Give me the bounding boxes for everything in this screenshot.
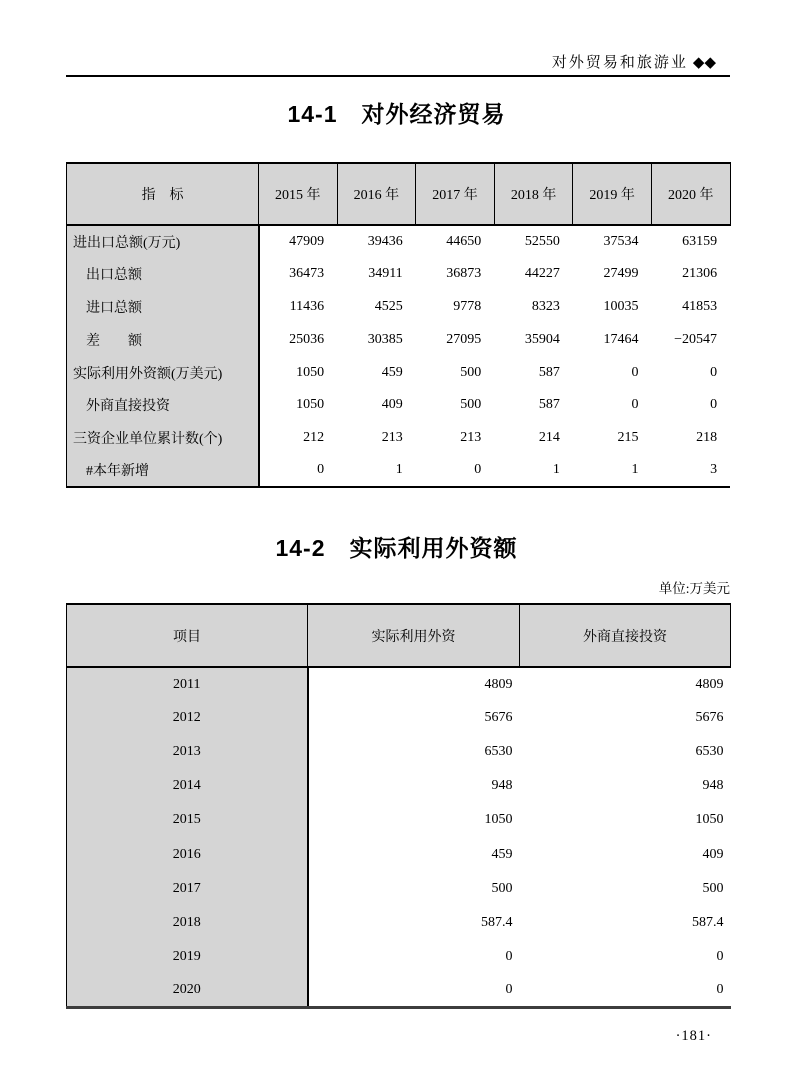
table1-body [67,225,731,487]
table-row [67,667,731,701]
cell-value: 500 [702,880,724,896]
unit-note: 单位:万美元 [658,581,730,596]
cell-value: 0 [716,982,724,998]
cell-value: 587.4 [692,914,724,930]
table-row [67,837,731,871]
section-title: 对外贸易和旅游业 [551,54,688,71]
cell-value: 1 [552,462,560,478]
cell-value: 1 [631,462,639,478]
table2-column-header: 实际利用外资 [308,604,520,667]
cell-value: 6530 [695,744,724,760]
cell-value: 52550 [524,233,560,249]
header-rule [66,75,730,77]
cell-value: 214 [538,430,560,446]
table2-title: 14-2 实际利用外资额 [275,535,518,561]
table2-header-row [67,604,731,667]
table-row [67,906,731,940]
cell-value: 500 [491,880,513,896]
cell-value: 0 [505,948,513,964]
table-row [67,291,731,324]
cell-value: 11436 [289,298,325,314]
cell-value: 6530 [484,744,513,760]
cell-value: 36873 [446,266,482,282]
cell-value: 459 [491,846,513,862]
cell-value: 0 [317,462,325,478]
table-14-2 [66,603,731,1009]
row-label: 进出口总额(万元) [67,225,259,258]
cell-value: 39436 [367,233,403,249]
row-year-label: 2012 [67,701,308,735]
cell-value: 409 [702,846,724,862]
table-row [67,323,731,356]
row-label: 进口总额 [67,291,259,324]
table1-year-header: 2017 年 [416,163,495,225]
cell-value: 17464 [603,331,639,347]
table2-column-header: 外商直接投资 [520,604,731,667]
row-year-label: 2015 [67,803,308,837]
page-header-text [66,51,730,72]
cell-value: 5676 [484,710,513,726]
cell-value: 1050 [296,397,325,413]
table1-year-header: 2016 年 [337,163,416,225]
row-label: 三资企业单位累计数(个) [67,422,259,455]
page-header [66,51,730,77]
row-year-label: 2017 [67,872,308,906]
table-row [67,225,731,258]
table1-year-header: 2019 年 [573,163,652,225]
cell-value: 0 [716,948,724,964]
cell-value: 0 [710,364,718,380]
cell-value: 1 [395,462,403,478]
table-row [67,258,731,291]
table-row [67,940,731,974]
cell-value: 9778 [453,298,482,314]
row-year-label: 2019 [67,940,308,974]
cell-value: 0 [631,364,639,380]
cell-value: 4525 [374,298,403,314]
cell-value: 37534 [603,233,639,249]
cell-value: 948 [491,778,513,794]
table2-column-header: 项目 [67,604,308,667]
cell-value: 213 [381,430,403,446]
table1-year-header: 2018 年 [494,163,573,225]
cell-value: 0 [710,397,718,413]
cell-value: 5676 [695,710,724,726]
cell-value: 587.4 [481,914,513,930]
cell-value: 1050 [484,812,513,828]
row-label: 实际利用外资额(万美元) [67,356,259,389]
cell-value: 25036 [289,331,325,347]
cell-value: 0 [505,982,513,998]
cell-value: 44227 [524,266,560,282]
cell-value: 212 [303,430,325,446]
cell-value: 215 [617,430,639,446]
cell-value: 1050 [296,364,325,380]
table-row [67,422,731,455]
table1-year-header: 2020 年 [651,163,730,225]
cell-value: 587 [538,397,560,413]
table-row [67,735,731,769]
table-row [67,803,731,837]
cell-value: 459 [381,364,403,380]
cell-value: 587 [538,364,560,380]
cell-value: 0 [631,397,639,413]
cell-value: 10035 [603,298,639,314]
cell-value: 35904 [524,331,560,347]
cell-value: 30385 [367,331,403,347]
row-year-label: 2018 [67,906,308,940]
cell-value: 4809 [484,676,513,692]
cell-value: 1050 [695,812,724,828]
cell-value: 500 [460,364,482,380]
row-year-label: 2014 [67,769,308,803]
cell-value: 36473 [289,266,325,282]
page-number: ·181· [675,1028,712,1044]
table-row [67,389,731,422]
table1-title: 14-1 对外经济贸易 [287,101,506,127]
row-label: 差 额 [67,323,259,356]
diamond-icons: ◆◆ [692,53,716,71]
row-year-label: 2020 [67,974,308,1008]
row-year-label: 2013 [67,735,308,769]
row-year-label: 2011 [67,667,308,701]
cell-value: 213 [460,430,482,446]
cell-value: 3 [710,462,718,478]
table-row [67,769,731,803]
table1-year-header: 2015 年 [259,163,338,225]
cell-value: 4809 [695,676,724,692]
table-row [67,701,731,735]
cell-value: 0 [474,462,482,478]
cell-value: 47909 [289,233,325,249]
cell-value: 8323 [531,298,560,314]
table2-body [67,667,731,1008]
cell-value: 21306 [682,266,718,282]
cell-value: 27499 [603,266,639,282]
table-row [67,455,731,488]
row-label: 外商直接投资 [67,389,259,422]
cell-value: 409 [381,397,403,413]
cell-value: 34911 [368,266,403,282]
cell-value: 44650 [446,233,482,249]
table-row [67,974,731,1008]
table-row [67,356,731,389]
cell-value: 63159 [682,233,718,249]
cell-value: 948 [702,778,724,794]
cell-value: −20547 [674,331,718,347]
table-14-1 [66,162,731,488]
row-label: #本年新增 [67,455,259,488]
cell-value: 500 [460,397,482,413]
table1-indicator-header: 指 标 [67,163,259,225]
cell-value: 41853 [682,298,718,314]
table1-header-row [67,163,731,225]
table-row [67,872,731,906]
cell-value: 27095 [446,331,482,347]
row-year-label: 2016 [67,837,308,871]
cell-value: 218 [696,430,718,446]
row-label: 出口总额 [67,258,259,291]
